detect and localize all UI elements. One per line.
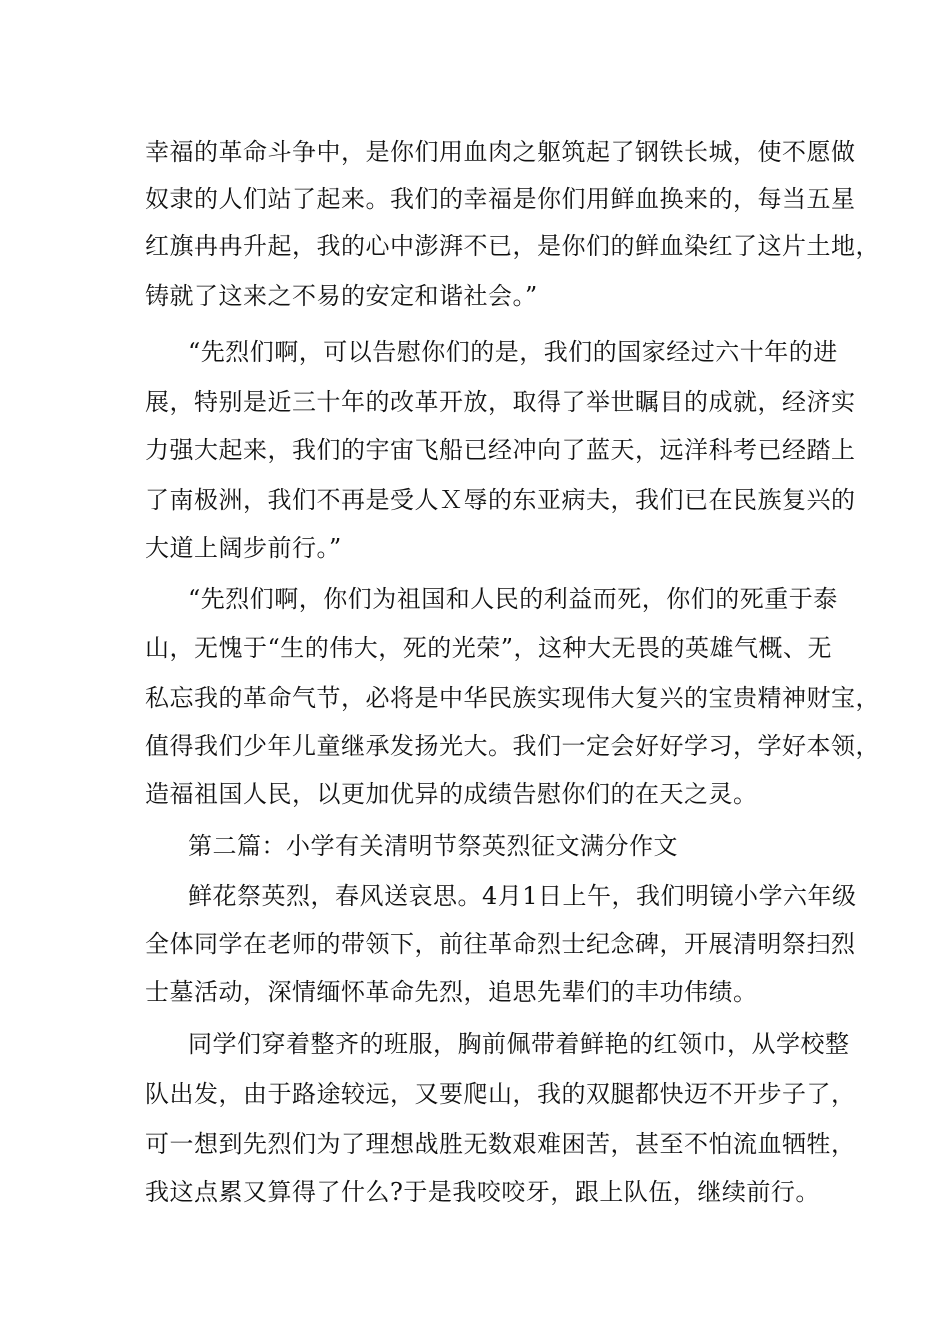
text-line-21: 可一想到先烈们为了理想战胜无数艰难困苦，甚至不怕流血牺牲，	[145, 1130, 856, 1158]
section-heading: 第二篇：小学有关清明节祭英烈征文满分作文	[188, 832, 678, 860]
text-line-8: 了南极洲，我们不再是受人Ｘ辱的东亚病夫，我们已在民族复兴的	[145, 486, 856, 514]
text-line-7: 力强大起来，我们的宇宙飞船已经冲向了蓝天，远洋科考已经踏上	[145, 436, 856, 464]
text-line-14: 造福祖国人民，以更加优异的成绩告慰你们的在天之灵。	[145, 780, 758, 808]
paragraph-start-line: 同学们穿着整齐的班服，胸前佩带着鲜艳的红领巾，从学校整	[188, 1030, 850, 1058]
text-line-11: 山，无愧于“生的伟大，死的光荣”，这种大无畏的英雄气概、无	[145, 634, 833, 662]
text-line-13: 值得我们少年儿童继承发扬光大。我们一定会好好学习，学好本领，	[145, 732, 880, 760]
text-line-12: 私忘我的革命气节，必将是中华民族实现伟大复兴的宝贵精神财宝，	[145, 684, 880, 712]
text-line-4: 铸就了这来之不易的安定和谐社会。”	[145, 282, 538, 310]
paragraph-start-line: 鲜花祭英烈，春风送哀思。4月1日上午，我们明镜小学六年级	[188, 882, 857, 910]
text-line-18: 士墓活动，深情缅怀革命先烈，追思先辈们的丰功伟绩。	[145, 978, 758, 1006]
text-line-2: 奴隶的人们站了起来。我们的幸福是你们用鲜血换来的，每当五星	[145, 185, 856, 213]
text-line-17: 全体同学在老师的带领下，前往革命烈士纪念碑，开展清明祭扫烈	[145, 930, 856, 958]
text-line-20: 队出发，由于路途较远，又要爬山，我的双腿都快迈不开步子了，	[145, 1080, 856, 1108]
paragraph-start-line: “先烈们啊，你们为祖国和人民的利益而死，你们的死重于泰	[188, 585, 838, 613]
paragraph-start-line: “先烈们啊，可以告慰你们的是，我们的国家经过六十年的进	[188, 338, 838, 366]
text-line-3: 红旗冉冉升起，我的心中澎湃不已，是你们的鲜血染红了这片土地，	[145, 232, 880, 260]
text-line-6: 展，特别是近三十年的改革开放，取得了举世瞩目的成就，经济实	[145, 388, 856, 416]
text-line-1: 幸福的革命斗争中，是你们用血肉之躯筑起了钢铁长城，使不愿做	[145, 138, 856, 166]
text-line-22: 我这点累又算得了什么?于是我咬咬牙，跟上队伍，继续前行。	[145, 1178, 820, 1206]
text-line-9: 大道上阔步前行。”	[145, 534, 342, 562]
